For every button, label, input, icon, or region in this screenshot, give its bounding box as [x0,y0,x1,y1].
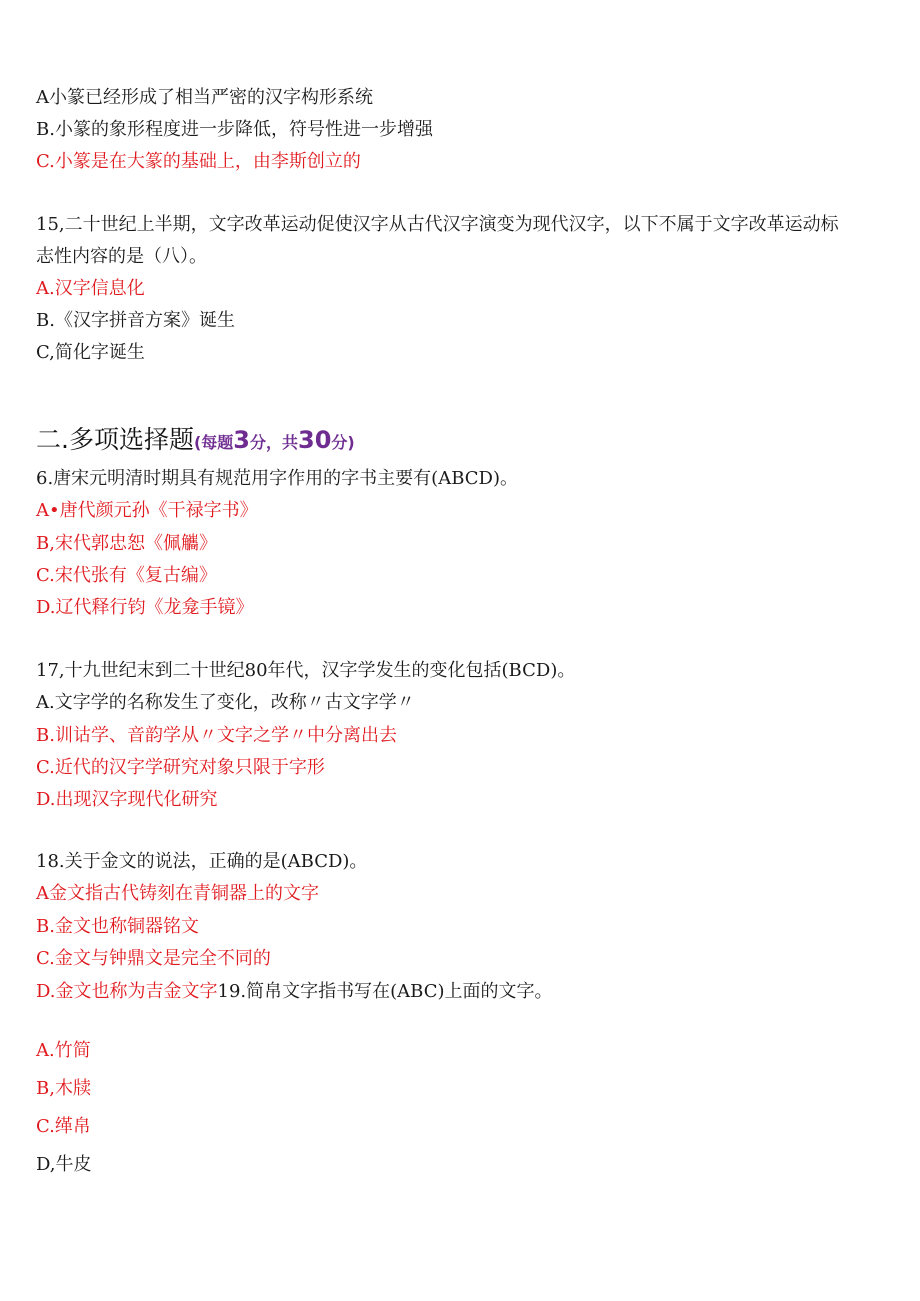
q19-option-c: C.缂帛 [36,1116,91,1137]
q18-d-q19-line [36,980,553,1004]
section-scoring-note: (每题3分，共30分) [193,426,355,454]
q19-option-a: A.竹简 [36,1040,91,1061]
q16-option-a: A•唐代颜元孙《干禄字书》 [36,500,258,521]
q16-option-b: B,宋代郭忠恕《佩觿》 [36,533,217,554]
q16-option-d: D.辽代释行钧《龙龛手镜》 [36,597,254,618]
q14-option-a: A小篆已经形成了相当严密的汉字构形系统 [36,87,373,108]
section-heading [36,424,355,456]
q17-option-c: C.近代的汉字学研究对象只限于字形 [36,757,325,778]
q14-option-c-answer: C.小篆是在大篆的基础上，由李斯创立的 [36,151,361,172]
q19-option-d: D,牛皮 [36,1154,92,1175]
q17-option-d: D.出现汉字现代化研究 [36,789,218,810]
q19-stem: 19.简帛文字指书写在(ABC)上面的文字。 [217,981,553,1002]
q16-stem: 6.唐宋元明清时期具有规范用字作用的字书主要有(ABCD)。 [36,468,518,489]
q18-stem: 18.关于金文的说法，正确的是(ABCD)。 [36,851,368,872]
q18-option-a: A金文指古代铸刻在青铜器上的文字 [36,883,319,904]
section-title: 二.多项选择题 [36,425,194,454]
q14-option-b: B.小篆的象形程度进一步降低，符号性进一步增强 [36,119,433,140]
q17-stem: 17,十九世纪末到二十世纪80年代，汉字学发生的变化包括(BCD)。 [36,660,576,681]
q18-option-c: C.金文与钟鼎文是完全不同的 [36,948,271,969]
q15-option-b: B.《汉字拼音方案》诞生 [36,310,235,331]
q18-option-d: D.金文也称为吉金文字 [36,981,218,1002]
q17-option-b: B.训诂学、音韵学从〃文字之学〃中分离出去 [36,725,397,746]
q15-option-a-answer: A.汉字信息化 [36,278,145,299]
q17-option-a: A.文字学的名称发生了变化，改称〃古文字学〃 [36,692,415,713]
q15-option-c: C,简化字诞生 [36,342,145,363]
q18-option-b: B.金文也称铜器铭文 [36,916,199,937]
q15-stem-line2: 志性内容的是（八）。 [36,246,207,267]
q19-option-b: B,木牍 [36,1078,91,1099]
q16-option-c: C.宋代张有《复古编》 [36,565,217,586]
q15-stem-line1: 15,二十世纪上半期，文字改革运动促使汉字从古代汉字演变为现代汉字，以下不属于文字改革运动标 [36,214,839,235]
